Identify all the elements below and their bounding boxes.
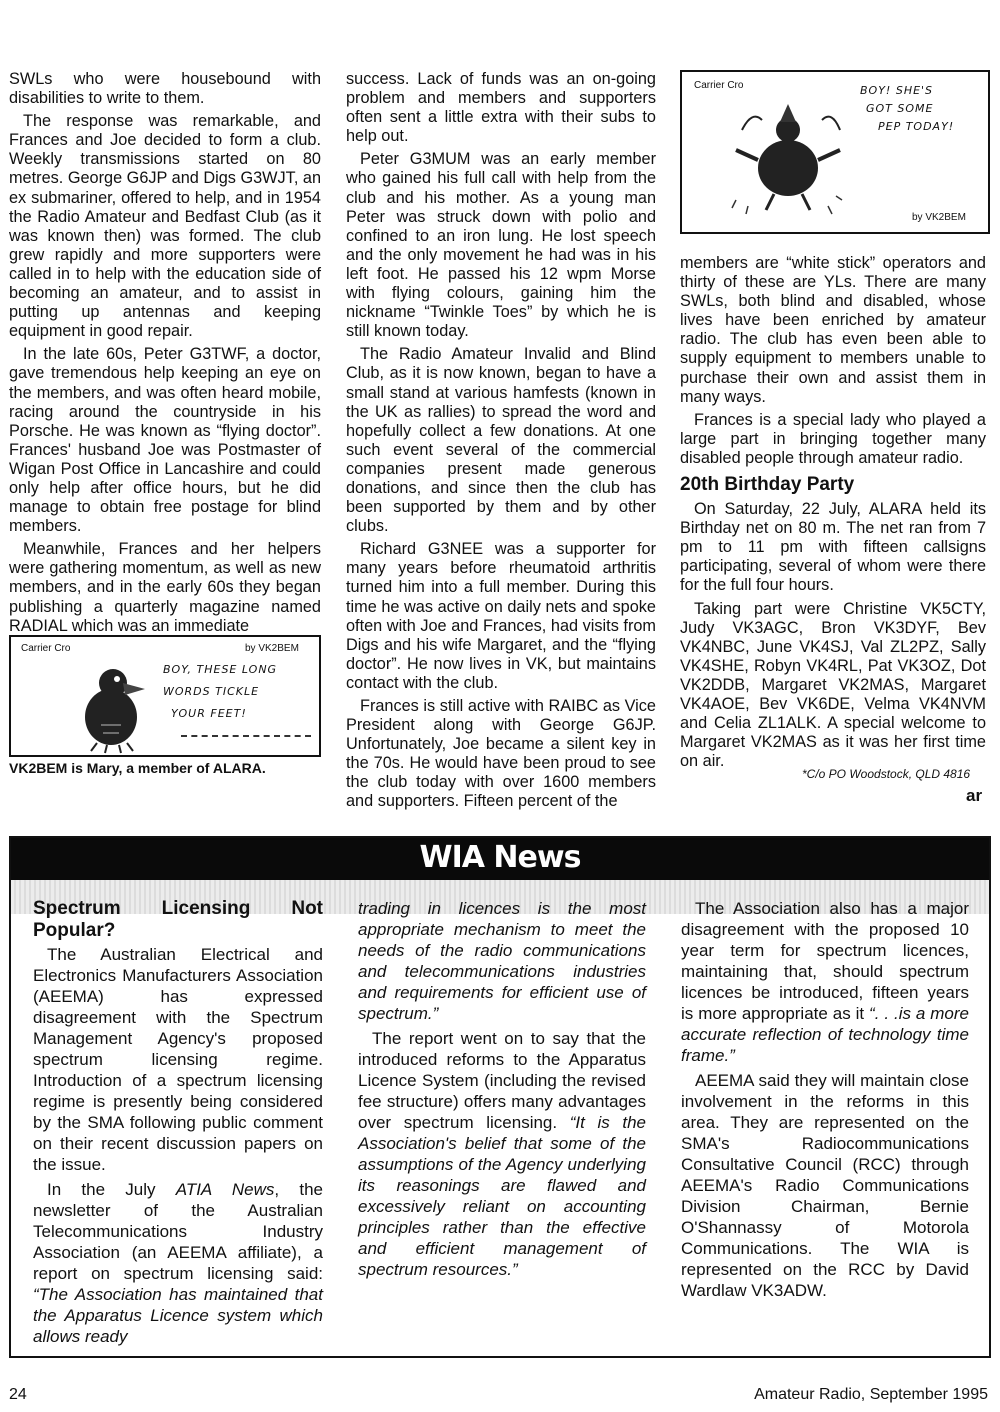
col3-paragraph-2: Frances is a special lady who played a large part in bringing together many disabled people through amateur radio.: [680, 410, 986, 467]
cartoon2-speech: [860, 82, 954, 136]
cartoon2-right-credit: by VK2BEM: [912, 212, 966, 223]
wia-c2-paragraph-2: [358, 1028, 646, 1280]
wia-column-3: [681, 898, 969, 1305]
cartoon1-speech-line-3: YOUR FEET!: [171, 707, 247, 720]
wia-c2-paragraph-1: trading in licences is the most appropriate mechanism to meet the needs of the radio communications and telecommunications industries and requirements for efficient use of spectrum.”: [358, 899, 646, 1023]
cartoon1-ground-line: [181, 735, 311, 737]
col1-paragraph-3: In the late 60s, Peter G3TWF, a doctor, gave tremendous help keeping an eye on the members, and was often heard mobile, racing around the countryside in his Porsche. He was known as “flying doctor”. Frances' husband Joe was Postmaster of Wigan Post Office in Lancashire and could only help after office hours, but he did manage to obtain free postage for blind members.: [9, 345, 321, 536]
wia-c1-p2-quote: “The Association has maintained that the Apparatus Licence system which allows ready: [33, 1285, 323, 1346]
wia-column-1: [33, 898, 323, 1351]
end-mark: ar: [966, 786, 983, 805]
cartoon1-speech-line-2: WORDS TICKLE: [163, 685, 260, 698]
crow-illustration: [61, 655, 171, 755]
cartoon2-speech-line-1: BOY! SHE'S: [860, 84, 934, 97]
cartoon2-left-credit: Carrier Cro: [694, 80, 744, 91]
wia-news-box: [9, 836, 991, 1358]
wia-c3-paragraph-1: [681, 898, 969, 1066]
wia-c1-paragraph-2: [33, 1179, 323, 1347]
cartoon-vk2bem-1: [9, 635, 321, 757]
col1-paragraph-4: Meanwhile, Frances and her helpers were gathering momentum, as well as new members, and in the early 60s they began publishing a quarterly magazine named RADIAL which was an immediate: [9, 540, 321, 635]
cartoon1-right-credit: by VK2BEM: [245, 643, 299, 654]
wia-c1-p2-text-a: In the July: [47, 1180, 176, 1199]
cartoon1-left-credit: Carrier Cro: [21, 643, 71, 654]
col3-paragraph-3: On Saturday, 22 July, ALARA held its Birthday net on 80 m. The net ran from 7 pm to 11 pm with fifteen callsigns participating, several of whom were there for the full four hours.: [680, 500, 986, 595]
col2-paragraph-5: Frances is still active with RAIBC as Vice President along with George G6JP. Unfortunately, Joe became a silent key in the 70s. He would have been proud to see the club today with over 1600 members and supporters. Fifteen percent of the: [346, 697, 656, 811]
wia-c1-p2-atia-news: ATIA News: [175, 1180, 275, 1199]
author-address: *C/o PO Woodstock, QLD 4816: [802, 767, 971, 781]
wia-c2-p2-quote: “It is the Association's belief that some of the assumptions of the Agency underlying its reasonings are flawed and excessively reliant on accounting principles rather than the effective and efficient management of spectrum resources.”: [358, 1113, 646, 1279]
cartoon2-speech-line-2: GOT SOME: [866, 102, 934, 115]
col3-paragraph-1: members are “white stick” operators and thirty of these are YLs. There are many SWLs, both blind and disabled, whose lives have been enriched by amateur radio. The club has even been able to supply equipment to members unable to purchase their own and assist them in many ways.: [680, 254, 986, 406]
wia-heading-spectrum: Spectrum Licensing Not Popular?: [33, 898, 323, 941]
section-heading-birthday: 20th Birthday Party: [680, 474, 855, 496]
col3-paragraph-4: Taking part were Christine VK5CTY, Judy VK3AGC, Bron VK3DYF, Bev VK4NBC, June VK4SJ, Val ZL2PZ, Sally VK4SHE, Robyn VK4RL, Pat VK3OZ, Dot VK2DDB, Margaret VK2MAS, Margaret VK4AOE, Bev VK6DE, Velma VK4NVM and Celia ZL1ALK. A special welcome to Margaret VK2MAS as it was her first time on air.: [680, 599, 986, 771]
col2-paragraph-2: Peter G3MUM was an early member who gained his full call with help from the club and his mother. As a young man Peter was struck down with polio and confined to an iron lung. He lost speech and the only movement he had was in his left foot. He passed his 12 wpm Morse with flying colours, gaining him the nickname “Twinkle Toes” by which he is still known today.: [346, 150, 656, 341]
wia-c3-p1-quote: “. . .is a more accurate reflection of technology time frame.”: [681, 1004, 969, 1065]
col2-paragraph-3: The Radio Amateur Invalid and Blind Club, as it is now known, began to have a small stand at various hamfests (known in the UK as rallies) to spread the word and hopefully collect a few donations. At one such event several of the commercial companies present made generous donations, and since then the club has been supported by them and by other clubs.: [346, 345, 656, 536]
column-1: [9, 70, 321, 640]
col1-paragraph-2: The response was remarkable, and Frances and Joe decided to form a club. Weekly transmissions started on 80 metres. George G6JP and Digs G3WJT, an ex submariner, offered to help, and in 1954 the Radio Amateur and Bedfast Club (as it was known then) was formed. The club grew rapidly and more supporters were called in to help with the education side of becoming an amateur, and to assist in putting up antennas and keeping equipment in good repair.: [9, 112, 321, 341]
col2-paragraph-4: Richard G3NEE was a supporter for many years before rheumatoid arthritis turned him into a full member. During this time he was active on daily nets and spoke often with Joe and Frances, had visits from Digs and his wife Margaret, and the “flying doctor”. He now lives in VK, but maintains contact with the club.: [346, 540, 656, 692]
publication-footer: Amateur Radio, September 1995: [754, 1386, 988, 1403]
wia-c2-p2-text: The report went on to say that the introduced reforms to the Apparatus Licence System (including the revised fee structure) offers many advantages over spectrum licensing.: [358, 1029, 646, 1132]
wia-news-title: WIA News: [419, 840, 581, 875]
wia-c1-p2-text-c: , the newsletter of the Australian Telecommunications Industry Association (an AEEMA affiliate), a report on spectrum licensing said:: [33, 1180, 323, 1283]
page-number: 24: [9, 1386, 27, 1403]
column-3: [680, 254, 986, 775]
wia-c3-paragraph-2: AEEMA said they will maintain close involvement in the reforms in this area. They are represented on the SMA's Radiocommunications Consultative Council (RCC) through AEEMA's Radio Communications Division Chairman, Bernie O'Shannassy of Motorola Communications. The WIA is represented on the RCC by David Wardlaw VK3ADW.: [681, 1071, 969, 1300]
wia-news-header: [11, 838, 989, 880]
wia-c3-p1-text: The Association also has a major disagreement with the proposed 10 year term for spectrum licences, maintaining that, should spectrum licences be introduced, fifteen years is more appropriate as it: [681, 899, 969, 1023]
wia-column-2: [358, 898, 646, 1284]
col2-paragraph-1: success. Lack of funds was an on-going problem and members and supporters often sent a little extra with their subs to help out.: [346, 70, 656, 146]
cartoon1-speech: [163, 659, 277, 725]
column-2: [346, 70, 656, 816]
cartoon-vk2bem-2: [680, 70, 990, 234]
cartoon1-speech-line-1: BOY, THESE LONG: [163, 663, 278, 676]
col1-paragraph-1: SWLs who were housebound with disabilities to write to them.: [9, 70, 321, 108]
cartoon2-speech-line-3: PEP TODAY!: [878, 120, 955, 133]
wia-c1-paragraph-1: The Australian Electrical and Electronics Manufacturers Association (AEEMA) has expressed disagreement with the Spectrum Management Agency's proposed spectrum licensing regime. Introduction of a spectrum licensing regime is presently being considered by the SMA following public comment on their recent discussion papers on the issue.: [33, 945, 323, 1174]
cartoon1-caption: VK2BEM is Mary, a member of ALARA.: [9, 760, 266, 776]
dancing-crow-illustration: [722, 90, 852, 230]
